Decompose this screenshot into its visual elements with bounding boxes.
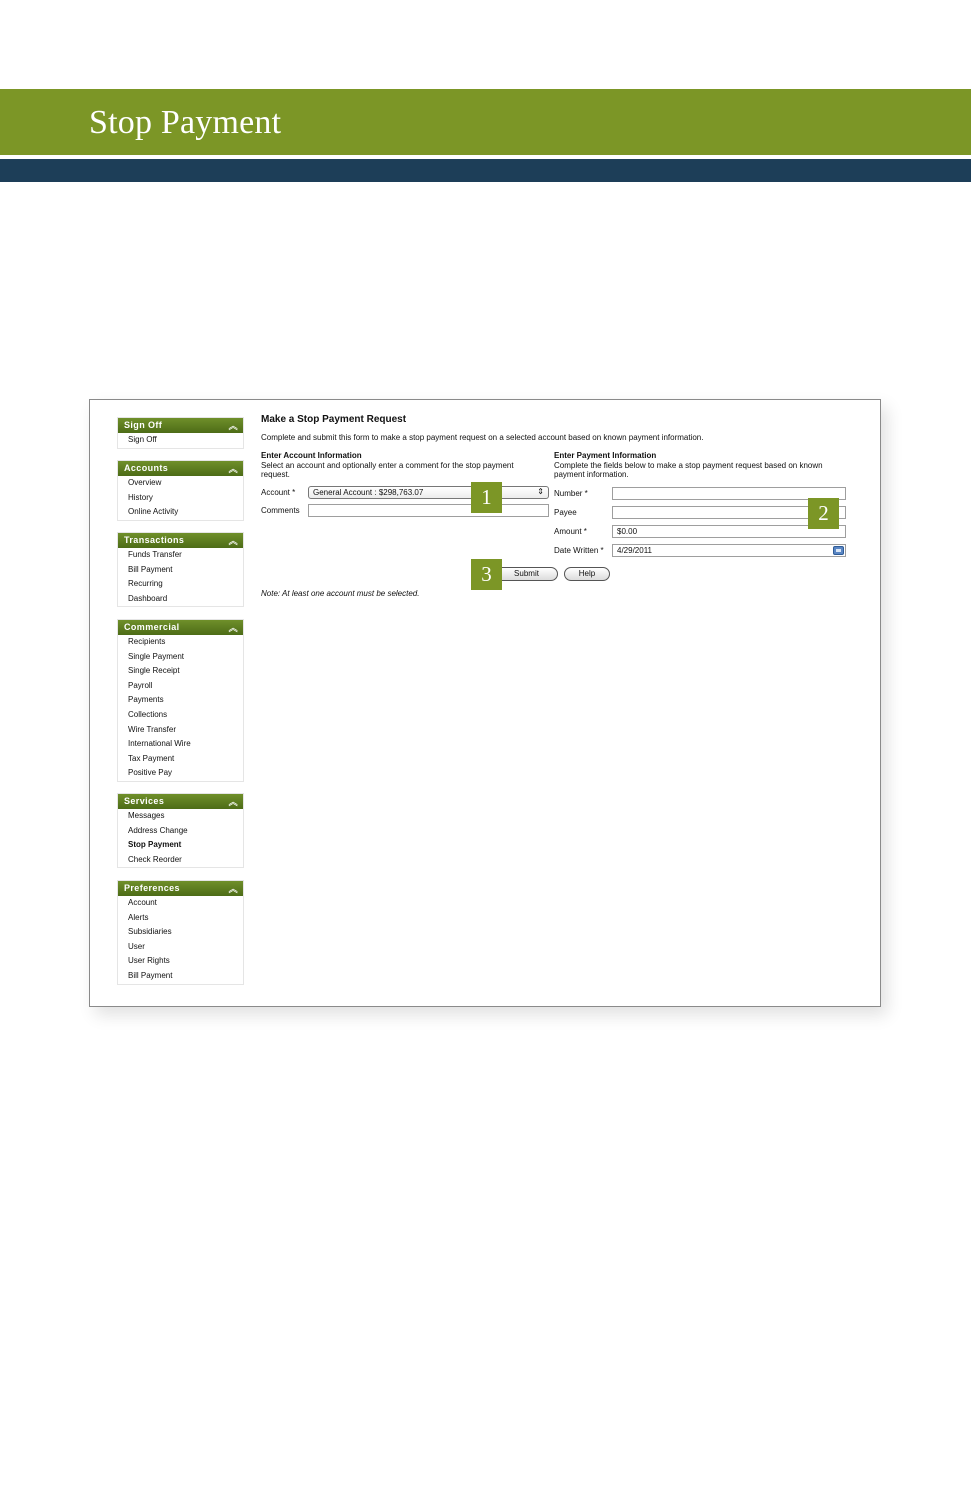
sidebar-item-online-activity[interactable]: Online Activity [128, 507, 179, 517]
sidebar-header[interactable] [118, 461, 243, 476]
collapse-chevron-icon[interactable]: ︽ [228, 536, 238, 546]
sidebar-item-payments[interactable]: Payments [128, 695, 164, 705]
sidebar-item-sign-off[interactable]: Sign Off [128, 435, 157, 444]
sidebar-header-label: Sign Off [124, 420, 163, 430]
sidebar-item-subsidiaries[interactable]: Subsidiaries [128, 927, 172, 937]
sidebar-header-label: Preferences [124, 883, 180, 893]
date-written-field[interactable] [612, 544, 846, 557]
date-written-label: Date Written * [554, 546, 604, 555]
sidebar-group-commercial [117, 619, 244, 782]
sidebar-item-bill-payment-pref[interactable]: Bill Payment [128, 970, 173, 980]
sidebar-item-dashboard[interactable]: Dashboard [128, 593, 168, 603]
payment-section-desc: Complete the fields below to make a stop payment request based on known [554, 461, 823, 470]
sidebar-item-bill-payment[interactable]: Bill Payment [128, 564, 173, 574]
form-title: Make a Stop Payment Request [261, 414, 407, 425]
sidebar-item-tax-payment[interactable]: Tax Payment [128, 753, 175, 763]
sidebar-item-single-receipt[interactable]: Single Receipt [128, 666, 180, 676]
collapse-chevron-icon[interactable]: ︽ [228, 421, 238, 431]
sidebar-header[interactable] [118, 620, 243, 635]
comments-field[interactable] [308, 504, 549, 517]
sidebar-item-payroll[interactable]: Payroll [128, 680, 153, 690]
sidebar-header-label: Commercial [124, 622, 180, 632]
date-written-value: 4/29/2011 [617, 546, 652, 555]
callout-badge-1: 1 [471, 482, 502, 513]
number-label: Number * [554, 489, 588, 498]
sidebar-item-recurring[interactable]: Recurring [128, 579, 163, 589]
account-section-desc-cont: request. [261, 470, 290, 479]
account-section-desc: Select an account and optionally enter a comment for the stop payment [261, 461, 514, 470]
account-select[interactable] [308, 486, 549, 499]
sidebar-item-overview[interactable]: Overview [128, 478, 162, 487]
sidebar-item-messages[interactable]: Messages [128, 811, 165, 820]
amount-label: Amount * [554, 527, 587, 536]
sidebar-header-label: Transactions [124, 535, 185, 545]
sidebar-item-account[interactable]: Account [128, 898, 157, 907]
sidebar-item-wire-transfer[interactable]: Wire Transfer [128, 724, 177, 734]
payee-label: Payee [554, 508, 577, 517]
page-title: Stop Payment [89, 104, 282, 141]
payment-section-heading: Enter Payment Information [554, 451, 657, 460]
account-label: Account * [261, 488, 296, 497]
sidebar-item-positive-pay[interactable]: Positive Pay [128, 768, 173, 778]
sidebar-group-accounts [117, 460, 244, 521]
sidebar-header-label: Accounts [124, 463, 169, 473]
sidebar-group-preferences [117, 880, 244, 985]
sidebar-group-sign-off [117, 417, 244, 449]
payment-section-desc-cont: payment information. [554, 470, 629, 479]
callout-badge-2: 2 [808, 498, 839, 529]
comments-label: Comments [261, 506, 300, 515]
select-arrows-icon: ⇕ [537, 487, 544, 496]
sidebar-item-check-reorder[interactable]: Check Reorder [128, 854, 182, 864]
sidebar-item-user-rights[interactable]: User Rights [128, 956, 170, 966]
sidebar-item-stop-payment[interactable]: Stop Payment [128, 840, 182, 850]
sidebar-header[interactable] [118, 418, 243, 433]
sidebar-item-collections[interactable]: Collections [128, 709, 168, 719]
collapse-chevron-icon[interactable]: ︽ [228, 797, 238, 807]
sidebar-group-services [117, 793, 244, 868]
sidebar-header-label: Services [124, 796, 165, 806]
sidebar-item-single-payment[interactable]: Single Payment [128, 651, 185, 661]
sidebar-item-funds-transfer[interactable]: Funds Transfer [128, 550, 182, 559]
help-button[interactable]: Help [564, 567, 610, 581]
collapse-chevron-icon[interactable]: ︽ [228, 464, 238, 474]
form-note: Note: At least one account must be selected. [261, 589, 420, 598]
sidebar-item-international-wire[interactable]: International Wire [128, 739, 191, 749]
sidebar-item-recipients[interactable]: Recipients [128, 637, 166, 646]
sidebar-header[interactable] [118, 533, 243, 548]
calendar-icon[interactable] [833, 546, 844, 555]
sidebar-header[interactable] [118, 794, 243, 809]
sidebar-group-transactions [117, 532, 244, 607]
sidebar-header[interactable] [118, 881, 243, 896]
callout-badge-3: 3 [471, 559, 502, 590]
account-section-heading: Enter Account Information [261, 451, 362, 460]
sidebar-item-address-change[interactable]: Address Change [128, 825, 188, 835]
form-intro: Complete and submit this form to make a stop payment request on a selected account based on known payment information. [261, 433, 704, 442]
collapse-chevron-icon[interactable]: ︽ [228, 623, 238, 633]
submit-button[interactable]: Submit [495, 567, 558, 581]
sidebar-item-alerts[interactable]: Alerts [128, 912, 149, 922]
collapse-chevron-icon[interactable]: ︽ [228, 884, 238, 894]
sidebar-item-user[interactable]: User [128, 941, 145, 951]
sidebar-item-history[interactable]: History [128, 492, 153, 502]
header-stripe [0, 159, 971, 182]
screenshot-frame [89, 399, 881, 1007]
account-select-value: General Account : $298,763.07 [313, 488, 424, 497]
amount-field[interactable]: $0.00 [612, 525, 846, 538]
